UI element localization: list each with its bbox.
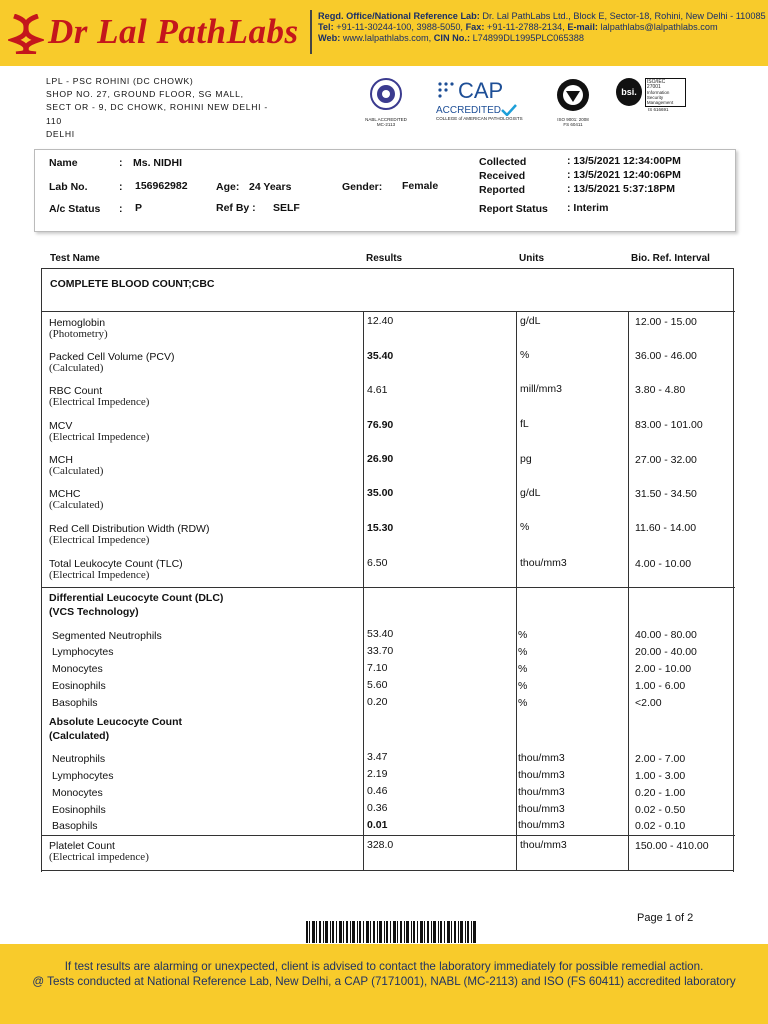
- header-band: [0, 0, 768, 66]
- reported-label: Reported: [479, 184, 526, 196]
- collected-label: Collected: [479, 156, 527, 168]
- table-bottom-rule: [41, 870, 734, 871]
- report-status-value: : Interim: [567, 202, 609, 214]
- bsi-logo: bsi. ISO/IEC 27001 Information Security Management IS 616691: [616, 78, 686, 112]
- ac-status-label: A/c Status: [49, 203, 101, 215]
- cap-dots-icon: [436, 80, 458, 102]
- col-results: Results: [366, 253, 403, 264]
- reported-value: : 13/5/2021 5:37:18PM: [567, 183, 675, 195]
- dna-helix-icon: [8, 14, 44, 54]
- ac-status-value: P: [135, 202, 143, 214]
- dlc-subtitle: (VCS Technology): [49, 606, 139, 618]
- lab-no-value: 156962982: [135, 180, 188, 192]
- registered-office-block: Regd. Office/National Reference Lab: Dr. Lal PathLabs Ltd., Block E, Sector-18, Rohini, New Delhi - 110085 Tel: +91-11-30244-100, 3988-5050, Fax: +91-11-2788-2134, E-mail: lalpathlabs@lalpathlabs.com Web: www.lalpathlabs.com, CIN No.: L74899DL1995PLC065388: [318, 11, 766, 43]
- alc-subtitle: (Calculated): [49, 730, 110, 742]
- patient-name: Ms. NIDHI: [133, 157, 183, 169]
- name-label: Name: [49, 157, 78, 169]
- age-value: 24 Years: [249, 181, 292, 193]
- patient-info-box: Name : Ms. NIDHI Lab No. : 156962982 Age: 24 Years Gender: Female A/c Status : P Ref By : SELF Collected : 13/5/2021 12:34:00PM Received : 13/5/2021 12:40:06PM Reported : 13/5/2021 5:37:18PM Report Status : Interim: [34, 149, 736, 232]
- ref-by-value: SELF: [273, 202, 300, 214]
- barcode: [306, 921, 476, 943]
- gender-value: Female: [402, 180, 439, 192]
- report-status-label: Report Status: [479, 203, 548, 215]
- dlc-title: Differential Leucocyte Count (DLC): [49, 592, 224, 604]
- lab-no-label: Lab No.: [49, 181, 88, 193]
- footer-disclaimer: If test results are alarming or unexpected, client is advised to contact the laboratory immediately for possible remedial action. @ Tests conducted at National Reference Lab, New Delhi, a CAP (7171001), NABL (MC-2113) and ISO (FS 60411) accredited laboratory: [32, 960, 736, 988]
- header-divider: [310, 10, 312, 54]
- received-value: : 13/5/2021 12:40:06PM: [567, 169, 681, 181]
- col-bio-ref: Bio. Ref. Interval: [631, 253, 710, 264]
- received-label: Received: [479, 170, 526, 182]
- cap-logo: CAP ACCREDITED COLLEGE of AMERICAN PATHOLOGISTS: [436, 78, 523, 121]
- footer-band: [0, 944, 768, 1024]
- ref-by-label: Ref By :: [216, 202, 256, 214]
- page-number: Page 1 of 2: [637, 912, 694, 924]
- nabl-logo: NABL ACCREDITED MC-2113: [362, 78, 410, 127]
- checkmark-icon: [501, 104, 517, 116]
- iso-logo: ISO 9001: 2008 FS 60411: [552, 78, 594, 127]
- section-title: COMPLETE BLOOD COUNT;CBC: [50, 278, 215, 290]
- collection-center-address: LPL - PSC ROHINI (DC CHOWK) SHOP NO. 27, GROUND FLOOR, SG MALL, SECT OR - 9, DC CHOWK, ROHINI NEW DELHI - 110 DELHI: [46, 76, 268, 139]
- collected-value: : 13/5/2021 12:34:00PM: [567, 155, 681, 167]
- age-label: Age:: [216, 181, 240, 193]
- alc-title: Absolute Leucocyte Count: [49, 716, 183, 728]
- gender-label: Gender:: [342, 181, 383, 193]
- col-units: Units: [519, 253, 544, 264]
- brand-logo-text: Dr Lal PathLabs: [48, 12, 299, 51]
- col-test-name: Test Name: [50, 253, 100, 264]
- results-table: COMPLETE BLOOD COUNT;CBC Hemoglobin (Photometry) 12.40 g/dL 12.00 - 15.00 Packed Cell Volume (PCV) (Calculated) 35.40 % 36.00 - 46.00 RBC Count (Electrical Impedence) 4.61 mill/mm3 3.80 - 4.80 MCV (Electrical Impedence) 76.90 fL 83.00 - 101.00 MCH (Calculated) 26.90 pg 27.00 - 32.00 MCHC (Calculated) 35.00 g/dL 31.50 - 34.50 Red Cell Distribution Width (RDW) (Electrical Impedence) 15.30 % 11.60 - 14.00 Total Leukocyte Count (TLC) (Electrical Impedence) 6.50 thou/mm3 4.00 - 10.00 Differential Leucocyte Count (DLC) (VCS Technology) Segmented Neutrophils 53.40 % 40.00 - 80.00 Lymphocytes 33.70 % 20.00 - 40.00 Monocytes 7.10 % 2.00 - 10.00 Eosinophils 5.60 % 1.00 - 6.00 Basophils 0.20 % <2.00 Absolute Leucocyte Count (Calculated) Neutrophils 3.47 thou/mm3 2.00 - 7.00 Lymphocytes 2.19 thou/mm3 1.00 - 3.00 Monocytes 0.46 thou/mm3 0.20 - 1.00 Eosinophils 0.36 thou/mm3 0.02 - 0.50 Basophils 0.01 thou/mm3 0.02 - 0.10 Platelet Count (Electrical impedence) 328.0 thou/mm3 150.00 - 410.00: [41, 268, 734, 872]
